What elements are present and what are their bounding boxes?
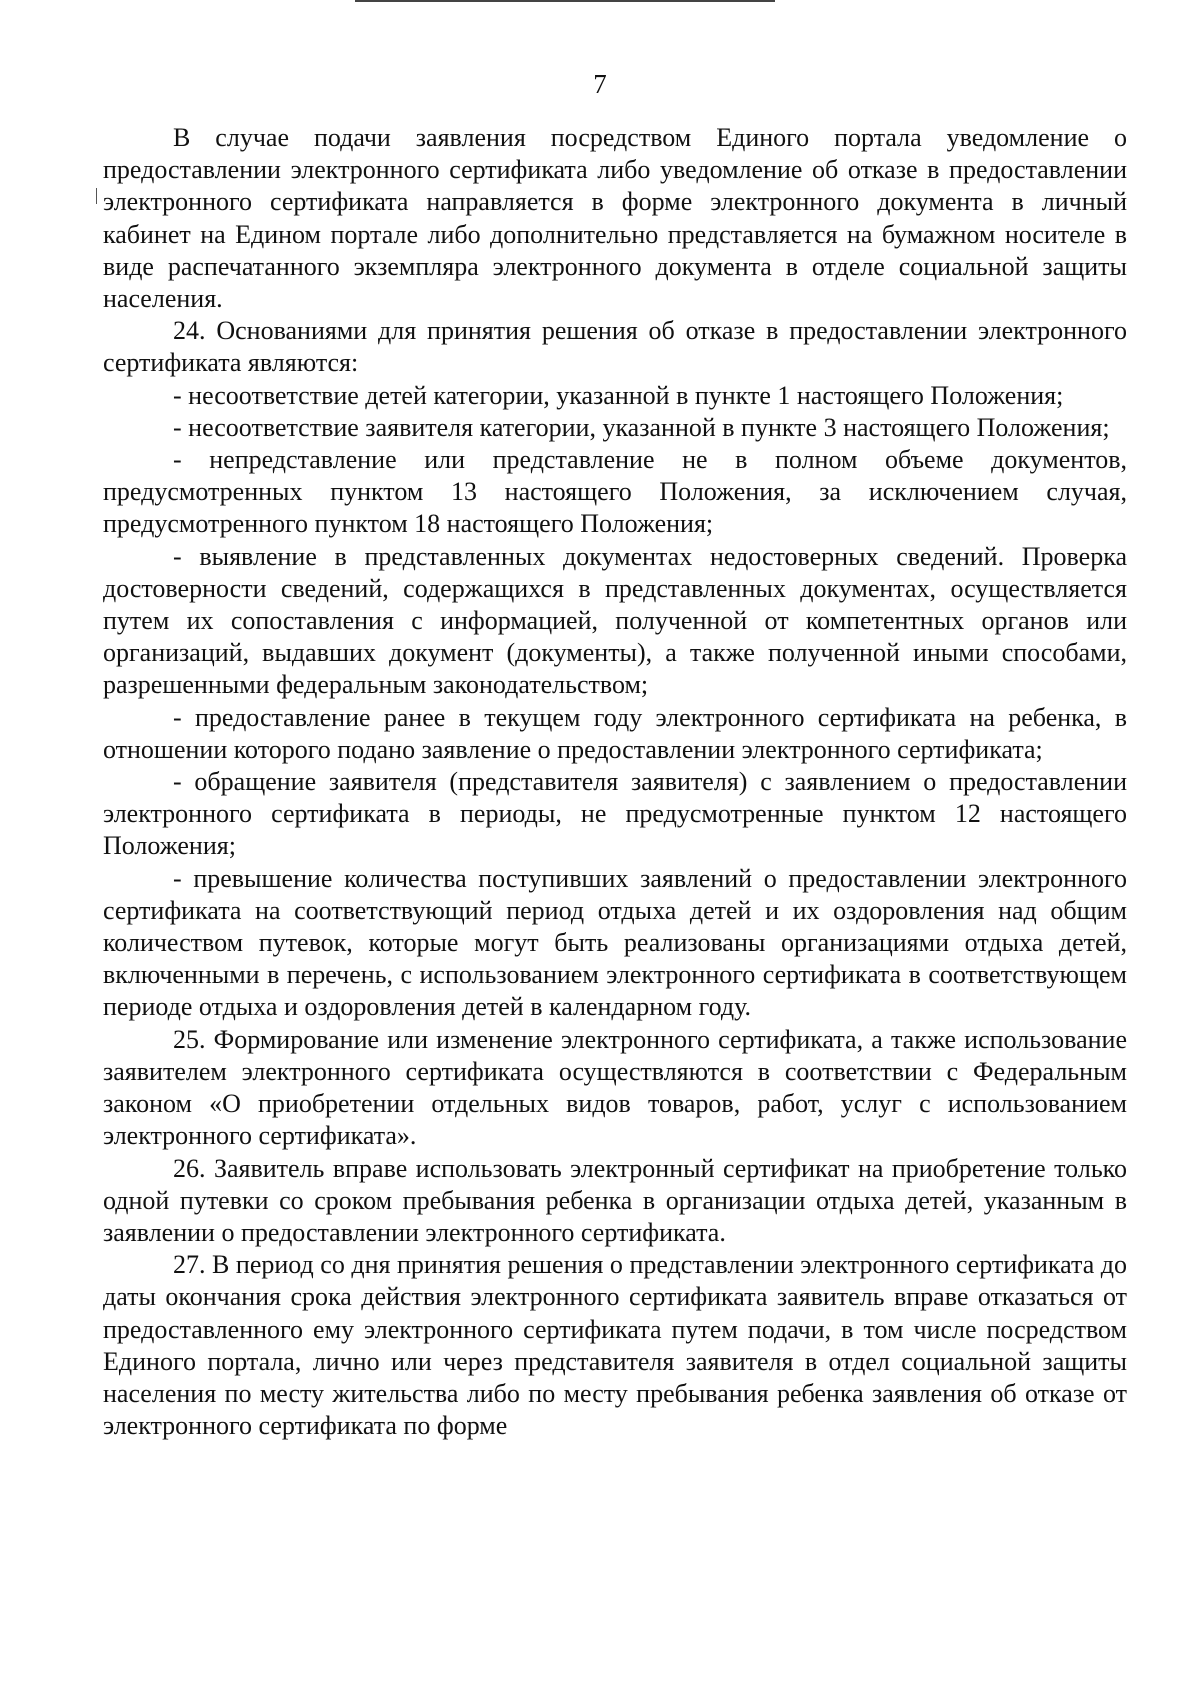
list-item-unreliable-information: - выявление в представленных документах недостоверных сведений. Проверка достоверности сведений, содержащихся в представленных документах, осуществляется путем их сопоставления с информацией, полученной от компетентных органов или организаций, выдавших документ (документы), а также полученной иными способами, разрешенными федеральным законодательством; [103,541,1127,700]
paragraph-26-usage: 26. Заявитель вправе использовать электронный сертификат на приобретение только одной путевки со сроком пребывания ребенка в организации отдыха детей, указанным в заявлении о предоставлении электронного сертификата. [103,1153,1127,1247]
list-item-previously-granted: - предоставление ранее в текущем году электронного сертификата на ребенка, в отношении которого подано заявление о предоставлении электронного сертификата; [103,702,1127,764]
paragraph-25-formation: 25. Формирование или изменение электронного сертификата, а также использование заявителем электронного сертификата осуществляются в соответствии с Федеральным законом «О приобретении отдельных видов товаров, работ, услуг с использованием электронного сертификата». [103,1024,1127,1151]
paragraph-27-refusal: 27. В период со дня принятия решения о представлении электронного сертификата до даты окончания срока действия электронного сертификата заявитель вправе отказаться от предоставленного ему электронного сертификата путем подачи, в том числе посредством Единого портала, лично или через представителя заявителя в отдел социальной защиты населения по месту жительства либо по месту пребывания ребенка заявления об отказе от электронного сертификата по форме [103,1250,1127,1441]
list-item-children-category: - несоответствие детей категории, указанной в пункте 1 настоящего Положения; [173,380,1064,410]
page-number: 7 [593,69,607,99]
list-item-applicant-category: - несоответствие заявителя категории, указанной в пункте 3 настоящего Положения; [173,412,1110,442]
list-item-quota-exceeded: - превышение количества поступивших заявлений о предоставлении электронного сертификата на соответствующий период отдыха детей и их оздоровления над общим количеством путевок, которые могут быть реализованы организациями отдыха детей, включенными в перечень, с использованием электронного сертификата в соответствующем периоде отдыха и оздоровления детей в календарном году. [103,863,1127,1022]
paragraph-notification: В случае подачи заявления посредством Единого портала уведомление о предоставлении электронного сертификата либо уведомление об отказе в предоставлении электронного сертификата направляется в форме электронного документа в личный кабинет на Едином портале либо дополнительно представляется на бумажном носителе в виде распечатанного экземпляра электронного документа в отделе социальной защиты населения. [103,123,1127,314]
document-body [103,122,1127,1442]
scan-margin-mark [96,188,97,204]
scan-edge-mark [355,0,775,2]
list-item-wrong-period: - обращение заявителя (представителя заявителя) с заявлением о предоставлении электронного сертификата в периоды, не предусмотренные пунктом 12 настоящего Положения; [103,767,1127,861]
list-item-incomplete-documents: - непредставление или представление не в полном объеме документов, предусмотренных пунктом 13 настоящего Положения, за исключением случая, предусмотренного пунктом 18 настоящего Положения; [103,445,1127,539]
paragraph-24-grounds-for-refusal: 24. Основаниями для принятия решения об отказе в предоставлении электронного сертификата являются: [103,316,1127,378]
